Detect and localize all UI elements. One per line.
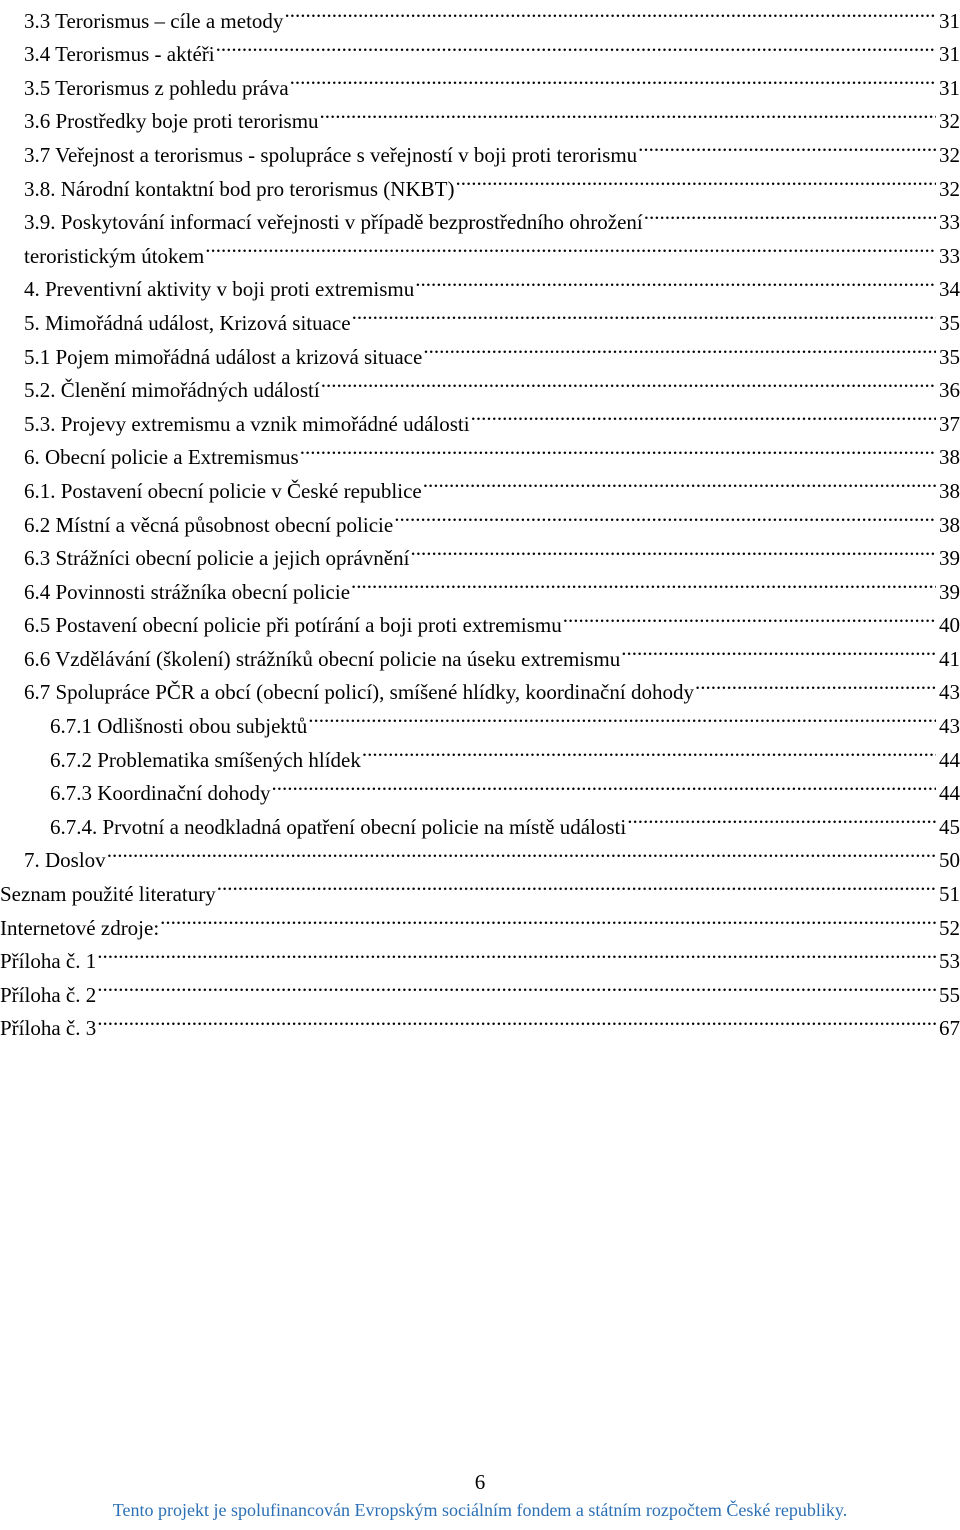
toc-entry-page: 40: [939, 613, 960, 638]
toc-dot-leader: [320, 95, 936, 129]
toc-entry-page: 53: [939, 949, 960, 974]
toc-entry[interactable]: [0, 296, 960, 335]
toc-dot-leader: [308, 699, 936, 733]
toc-entry[interactable]: [0, 834, 960, 873]
toc-entry-title: Příloha č. 3: [0, 1016, 97, 1041]
toc-entry[interactable]: [0, 28, 960, 67]
toc-dot-leader: [695, 666, 936, 700]
toc-dot-leader: [423, 464, 936, 498]
toc-dot-leader: [216, 28, 936, 62]
toc-entry[interactable]: [0, 1002, 960, 1041]
toc-entry[interactable]: [0, 666, 960, 705]
toc-entry-page: 52: [939, 915, 960, 940]
toc-entry-page: 31: [939, 8, 960, 33]
toc-entry-title: 5.1 Pojem mimořádná událost a krizová situace: [24, 344, 423, 369]
toc-entry-title: 3.4 Terorismus - aktéři: [24, 42, 215, 67]
toc-entry[interactable]: [0, 599, 960, 638]
toc-entry-page: 43: [939, 714, 960, 739]
toc-dot-leader: [271, 767, 936, 801]
toc-entry[interactable]: [0, 867, 960, 907]
toc-entry[interactable]: [0, 968, 960, 1007]
toc-entry-page: 34: [939, 277, 960, 302]
toc-entry[interactable]: [0, 229, 960, 268]
toc-entry-title: teroristickým útokem: [24, 243, 205, 268]
toc-entry-page: 33: [939, 210, 960, 235]
toc-entry-title: 7. Doslov: [24, 848, 106, 873]
toc-dot-leader: [97, 968, 936, 1002]
toc-entry-title: Příloha č. 2: [0, 982, 97, 1007]
toc-entry[interactable]: [0, 464, 960, 503]
toc-dot-leader: [217, 867, 936, 901]
toc-entry[interactable]: [0, 128, 960, 167]
toc-entry-page: 31: [939, 42, 960, 67]
toc-entry-title: 6.1. Postavení obecní policie v České republice: [24, 478, 422, 503]
toc-entry-page: 37: [939, 411, 960, 436]
toc-dot-leader: [160, 901, 936, 935]
toc-entry-page: 32: [939, 176, 960, 201]
toc-dot-leader: [205, 229, 936, 263]
toc-dot-leader: [362, 733, 936, 767]
toc-dot-leader: [638, 128, 936, 162]
toc-entry-page: 39: [939, 579, 960, 604]
toc-entry-title: Příloha č. 1: [0, 949, 97, 974]
toc-entry-title: 6. Obecní policie a Extremismus: [24, 445, 299, 470]
toc-entry-page: 31: [939, 75, 960, 100]
toc-entry-title: 6.7 Spolupráce PČR a obcí (obecní policí), smíšené hlídky, koordinační dohody: [24, 680, 694, 705]
toc-entry[interactable]: [0, 364, 960, 403]
toc-entry-title: 5.2. Členění mimořádných událostí: [24, 378, 320, 403]
toc-dot-leader: [455, 162, 936, 196]
toc-entry-title: 3.5 Terorismus z pohledu práva: [24, 75, 289, 100]
toc-dot-leader: [415, 263, 936, 297]
toc-entry[interactable]: [0, 699, 960, 739]
toc-entry[interactable]: [0, 162, 960, 201]
toc-entry[interactable]: [0, 397, 960, 436]
toc-dot-leader: [627, 800, 936, 834]
toc-entry[interactable]: [0, 632, 960, 671]
toc-entry-page: 50: [939, 848, 960, 873]
toc-entry-title: 3.6 Prostředky boje proti terorismu: [24, 109, 319, 134]
footer-note: Tento projekt je spolufinancován Evropským sociálním fondem a státním rozpočtem České republiky.: [112, 1500, 848, 1520]
toc-entry-title: 5.3. Projevy extremismu a vznik mimořádné události: [24, 411, 470, 436]
toc-entry-title: 6.7.4. Prvotní a neodkladná opatření obecní policie na místě události: [50, 814, 627, 839]
toc-dot-leader: [410, 532, 936, 566]
toc-entry-title: 3.8. Národní kontaktní bod pro terorismus (NKBT): [24, 176, 455, 201]
toc-entry-title: 3.9. Poskytování informací veřejnosti v případě bezprostředního ohrožení: [24, 210, 643, 235]
toc-dot-leader: [97, 1002, 936, 1036]
toc-entry-page: 39: [939, 546, 960, 571]
toc-entry-page: 44: [939, 747, 960, 772]
toc-entry-title: 6.3 Strážníci obecní policie a jejich oprávnění: [24, 546, 410, 571]
toc-entry-title: 6.4 Povinnosti strážníka obecní policie: [24, 579, 351, 604]
toc-entry[interactable]: [0, 498, 960, 537]
toc-dot-leader: [97, 935, 936, 969]
toc-dot-leader: [563, 599, 936, 633]
toc-dot-leader: [321, 364, 936, 398]
toc-entry-page: 55: [939, 982, 960, 1007]
toc-entry-page: 35: [939, 344, 960, 369]
page-number: 6: [474, 1470, 486, 1494]
toc-entry[interactable]: [0, 196, 960, 235]
toc-entry-page: 33: [939, 243, 960, 268]
toc-entry[interactable]: [0, 431, 960, 470]
toc-dot-leader: [300, 431, 936, 465]
toc-dot-leader: [107, 834, 936, 868]
toc-dot-leader: [423, 330, 936, 364]
toc-entry-title: 6.7.2 Problematika smíšených hlídek: [50, 747, 361, 772]
toc-dot-leader: [352, 296, 936, 330]
toc-entry[interactable]: [0, 901, 960, 940]
toc-entry-title: 6.6 Vzdělávání (školení) strážníků obecní policie na úseku extremismu: [24, 646, 621, 671]
toc-entry-page: 38: [939, 445, 960, 470]
toc-dot-leader: [351, 565, 936, 599]
toc-entry[interactable]: [0, 263, 960, 302]
toc-entry-page: 38: [939, 512, 960, 537]
toc-entry-page: 45: [939, 814, 960, 839]
toc-entry[interactable]: [0, 800, 960, 839]
toc-entry-page: 67: [939, 1016, 960, 1041]
toc-entry[interactable]: [0, 95, 960, 134]
toc-entry-page: 32: [939, 109, 960, 134]
toc-entry[interactable]: [0, 61, 960, 100]
toc-entry[interactable]: [0, 532, 960, 571]
toc-entry-page: 36: [939, 378, 960, 403]
toc-entry[interactable]: [0, 767, 960, 806]
toc-dot-leader: [284, 0, 936, 28]
toc-entry[interactable]: [0, 330, 960, 369]
toc-entry[interactable]: [0, 565, 960, 604]
toc-entry-title: 3.3 Terorismus – cíle a metody: [24, 8, 284, 33]
toc-entry-page: 43: [939, 680, 960, 705]
toc-entry-title: Seznam použité literatury: [0, 882, 216, 907]
toc-entry-title: 5. Mimořádná událost, Krizová situace: [24, 310, 351, 335]
toc-entry-title: 6.2 Místní a věcná působnost obecní policie: [24, 512, 394, 537]
toc-entry-title: 3.7 Veřejnost a terorismus - spolupráce s veřejností v boji proti terorismu: [24, 142, 638, 167]
toc-dot-leader: [290, 61, 936, 95]
toc-dot-leader: [621, 632, 936, 666]
toc-entry-page: 38: [939, 478, 960, 503]
toc-entry-page: 51: [939, 882, 960, 907]
toc-entry-title: 6.5 Postavení obecní policie při potírání a boji proti extremismu: [24, 613, 562, 638]
toc-entry[interactable]: [0, 733, 960, 772]
toc-dot-leader: [471, 397, 936, 431]
toc-entry-title: Internetové zdroje:: [0, 915, 160, 940]
toc-entry-title: 4. Preventivní aktivity v boji proti extremismu: [24, 277, 415, 302]
toc-entry-page: 35: [939, 310, 960, 335]
toc-entry-page: 41: [939, 646, 960, 671]
toc-dot-leader: [394, 498, 936, 532]
toc-entry-page: 44: [939, 781, 960, 806]
toc-entry-title: 6.7.3 Koordinační dohody: [50, 781, 271, 806]
toc-entry[interactable]: [0, 935, 960, 974]
toc-entry[interactable]: [0, 0, 960, 33]
toc-entry-title: 6.7.1 Odlišnosti obou subjektů: [50, 714, 308, 739]
toc-dot-leader: [644, 196, 936, 230]
toc-entry-page: 32: [939, 142, 960, 167]
